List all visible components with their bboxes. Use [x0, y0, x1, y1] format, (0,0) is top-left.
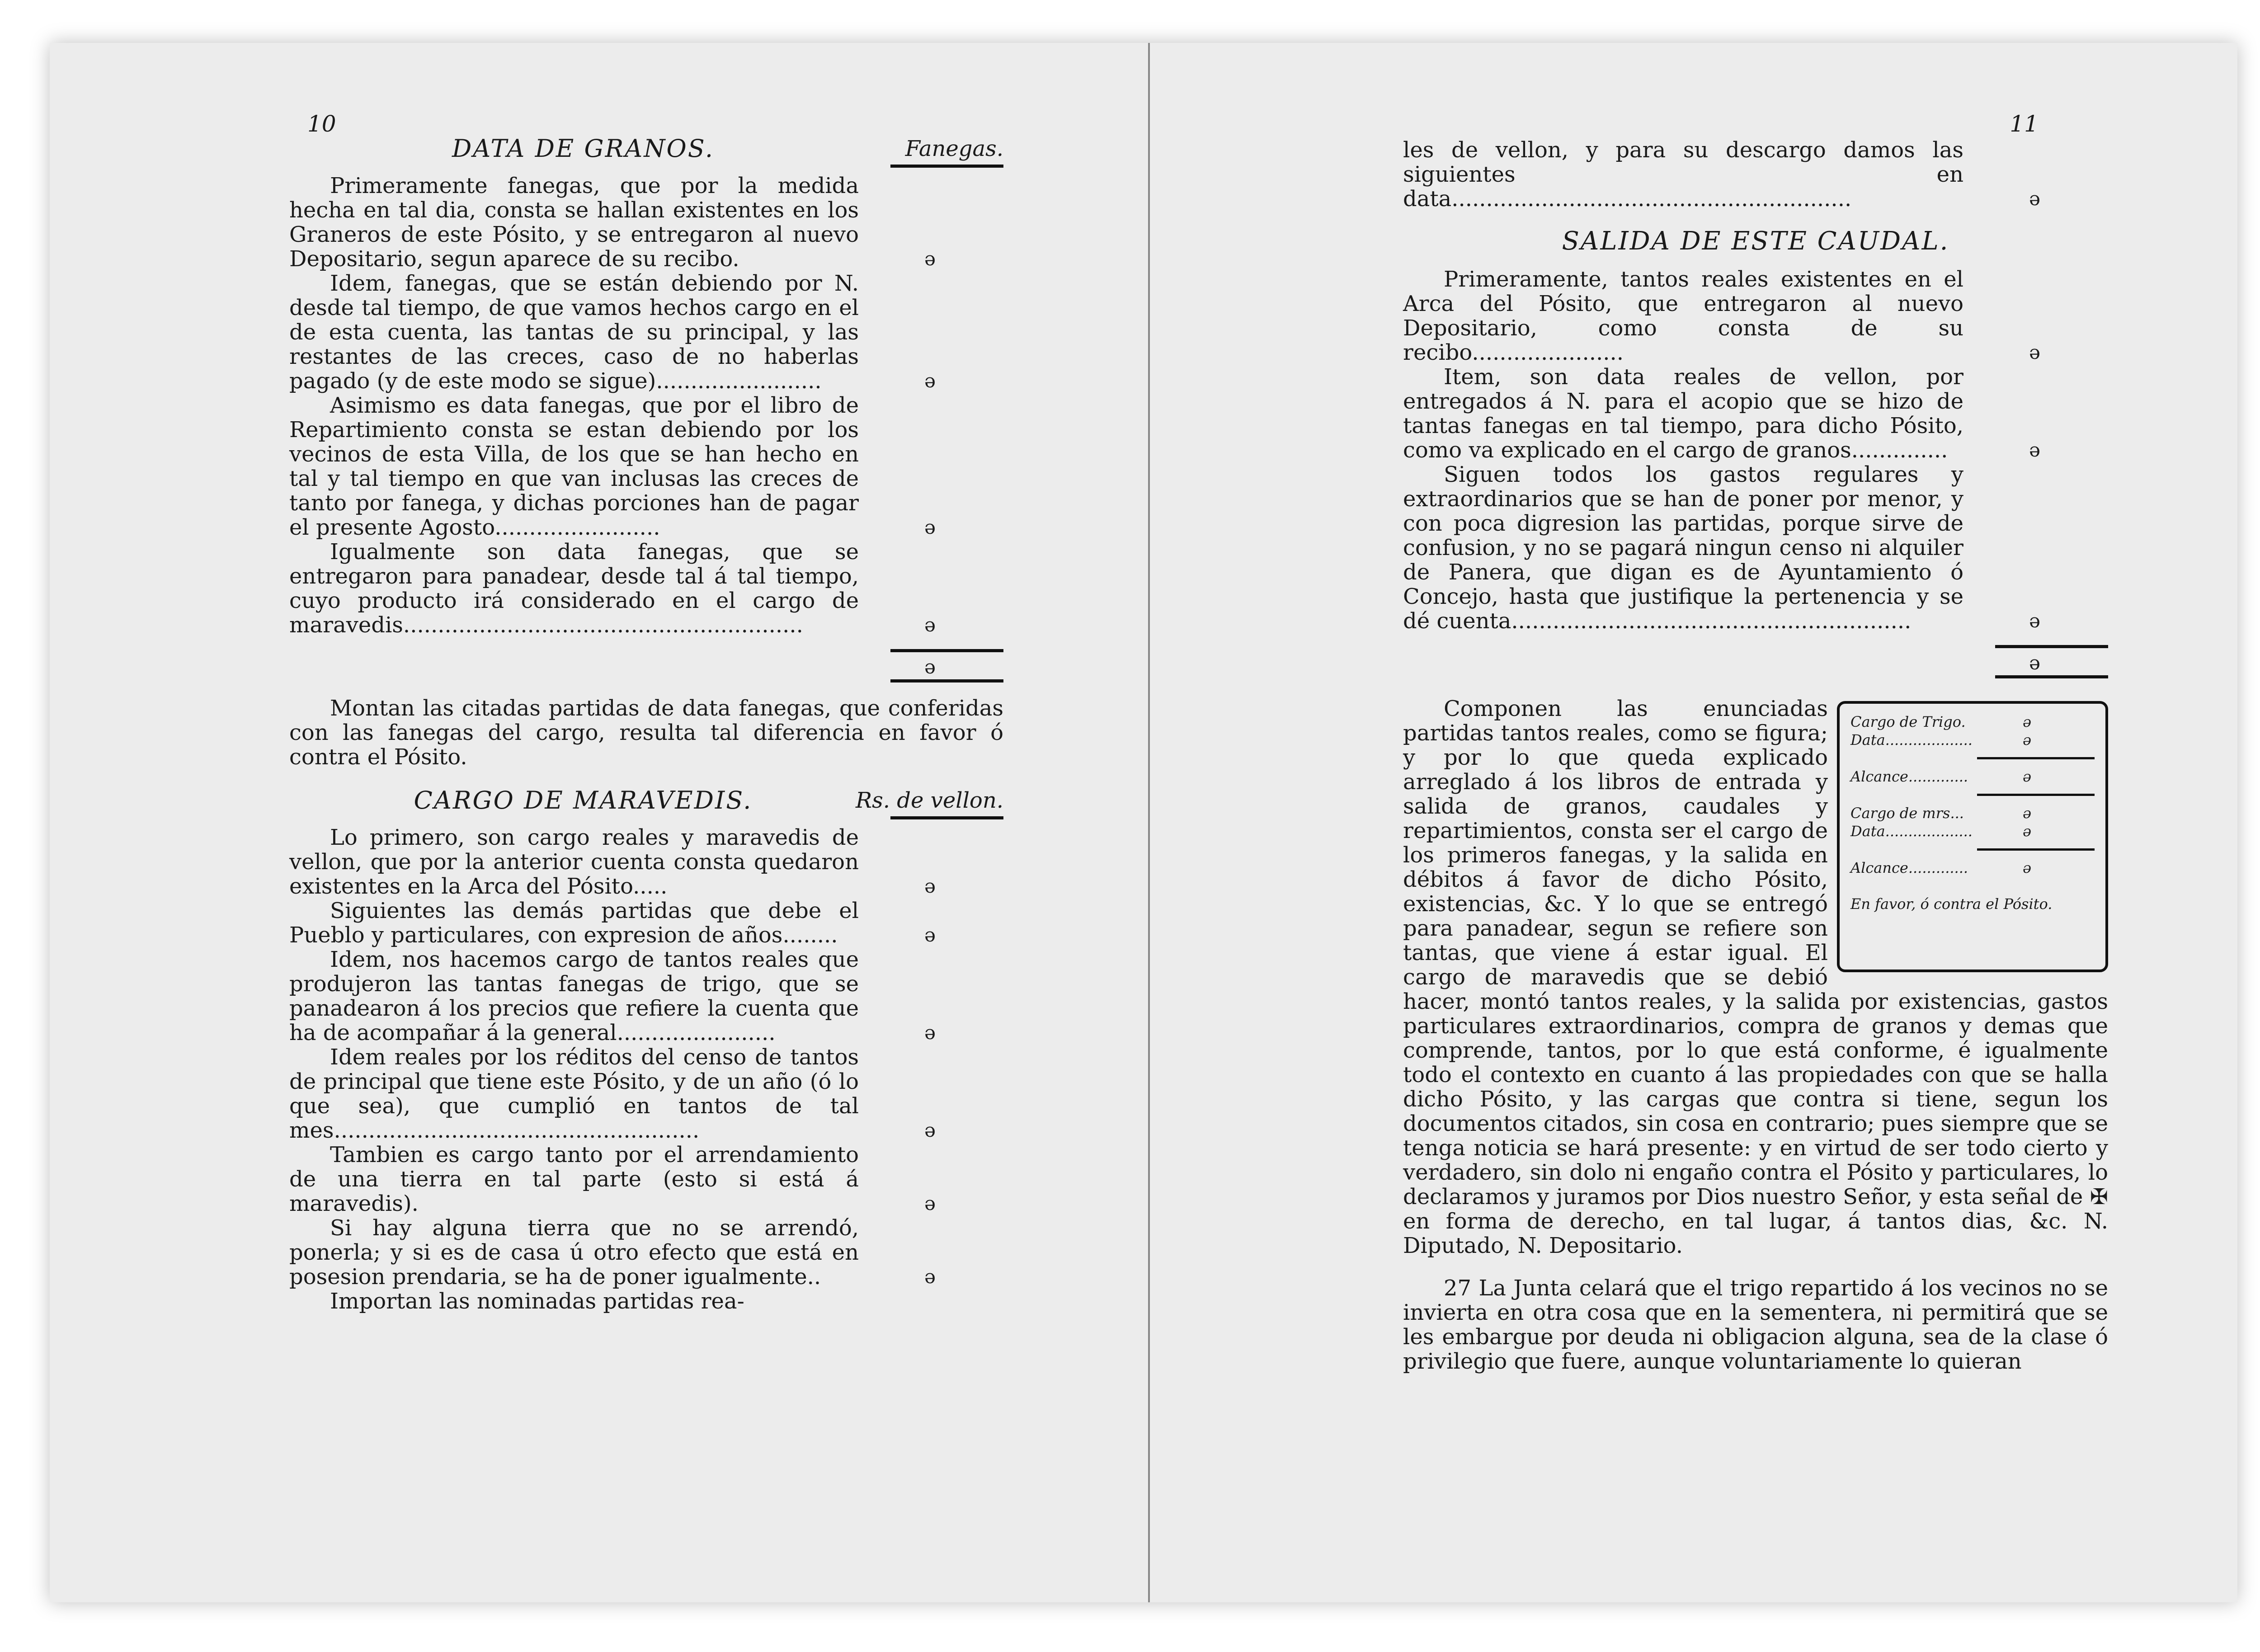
entry-text: Primeramente, tantos reales existentes en el Arca del Pósito, que entregaron al nuevo Depositario, como consta de su recibo...................... — [1403, 267, 1963, 365]
entry-text: Idem reales por los réditos del censo de tantos de principal que tiene este Pósito, y de un año (ó lo que sea), que cumplió en tantos de tal mes..................................................... — [289, 1045, 859, 1143]
header-rule — [890, 165, 1003, 168]
entry-text: les de vellon, y para su descargo damos las siguientes en data.......................................................... — [1403, 137, 1963, 212]
box-rule — [1977, 794, 2095, 796]
box-label: Cargo de Trigo. — [1850, 713, 1966, 730]
box-label: Data................... — [1850, 823, 1973, 840]
ledger-entry — [289, 393, 1003, 540]
box-label: Cargo de mrs... — [1850, 805, 1964, 822]
entry-text: Importan las nominadas partidas rea- — [330, 1289, 744, 1314]
total-marker: ə — [924, 656, 936, 678]
ledger-entry — [289, 271, 1003, 393]
summary-with-box — [1403, 697, 2108, 1271]
sum-line — [289, 652, 1003, 679]
box-favor: En favor, ó contra el Pósito. — [1850, 895, 2053, 913]
sum-rule — [890, 649, 1003, 652]
ledger-entry — [289, 825, 1003, 899]
box-rule — [1977, 757, 2095, 759]
amount-marker: ə — [924, 1021, 936, 1044]
amount-marker: ə — [924, 614, 936, 636]
ledger-entry — [1403, 462, 2108, 633]
section-title: DATA DE GRANOS. — [452, 134, 714, 163]
box-rule — [1977, 848, 2095, 851]
box-marker: ə — [2023, 731, 2031, 748]
box-row — [1850, 859, 2095, 877]
amount-marker: ə — [924, 1119, 936, 1141]
amount-marker: ə — [924, 1266, 936, 1288]
entry-text: Tambien es cargo tanto por el arrendamiento de una tierra en tal parte (esto si está á maravedis). — [289, 1142, 859, 1216]
ledger-entry — [289, 174, 1003, 271]
entry-text: Primeramente fanegas, que por la medida hecha en tal dia, consta se hallan existentes en los Graneros de este Pósito, y se entregaron al nuevo Depositario, segun aparece de su recibo. — [289, 173, 859, 272]
entry-text: Idem, fanegas, que se están debiendo por N. desde tal tiempo, de que vamos hechos cargo en el de esta cuenta, las tantas de su principal, y las restantes de las creces, caso de no haberlas pagado (y de este modo se sigue)........................ — [289, 271, 859, 394]
montan-paragraph: Montan las citadas partidas de data fanegas, que conferidas con las fanegas del cargo, resulta tal diferencia en favor ó contra el Pósito. — [289, 696, 1003, 770]
amount-marker: ə — [924, 1192, 936, 1214]
box-row — [1850, 767, 2095, 786]
box-marker: ə — [2023, 713, 2031, 730]
entry-text: Lo primero, son cargo reales y maravedis de vellon, que por la anterior cuenta consta quedaron existentes en la Arca del Pósito..... — [289, 825, 859, 899]
amount-marker: ə — [2029, 341, 2040, 363]
trailing-line — [289, 1289, 1003, 1313]
amount-marker: ə — [924, 248, 936, 270]
ledger-entry — [289, 1216, 1003, 1289]
ledger-entry — [289, 1143, 1003, 1216]
box-row — [1850, 822, 2095, 840]
amount-marker: ə — [2029, 188, 2040, 210]
sum-rule — [1995, 645, 2108, 648]
left-page — [50, 43, 1150, 1602]
page-number-right: 11 — [2010, 111, 2039, 137]
ledger-entry — [1403, 138, 2108, 211]
header-rule — [890, 816, 1003, 819]
amount-marker: ə — [2029, 610, 2040, 632]
section-header-data-granos — [289, 131, 1003, 167]
ledger-entry — [289, 947, 1003, 1045]
entry-text: Asimismo es data fanegas, que por el libro de Repartimiento consta se estan debiendo por los vecinos de esta Villa, de los que se han hecho en tal y tal tiempo en que van inclusas las creces de tanto por fanega, y dichas porciones han de pagar el presente Agosto........................ — [289, 393, 859, 540]
entry-text: Siguientes las demás partidas que debe el Pueblo y particulares, con expresion de años........ — [289, 898, 859, 948]
entry-text: Idem, nos hacemos cargo de tantos reales que produjeron las tantas fanegas de trigo, que se panadearon á los precios que refiere la cuenta que ha de acompañar á la general....................... — [289, 947, 859, 1045]
box-marker: ə — [2023, 823, 2031, 840]
ledger-entry — [289, 1045, 1003, 1143]
entry-text: Item, son data reales de vellon, por entregados á N. para el acopio que se hizo de tantas fanegas en tal tiempo, para dicho Pósito, como va explicado en el cargo de granos.............. — [1403, 364, 1963, 463]
box-row — [1850, 804, 2095, 822]
ledger-entry — [289, 899, 1003, 947]
ledger-entry — [1403, 267, 2108, 365]
sum-rule — [1995, 675, 2108, 678]
amount-marker: ə — [924, 516, 936, 538]
entry-text: Siguen todos los gastos regulares y extraordinarios que se han de poner por menor, y con poca digresion las partidas, porque sirve de confusion, y no se pagará ningun censo ni alquiler de Panera, que digan es de Ayuntamiento ó Concejo, hasta que justifique la pertenencia y se dé cuenta.......................................................... — [1403, 462, 1963, 634]
total-marker: ə — [2029, 652, 2040, 674]
sum-rule — [890, 679, 1003, 682]
box-marker: ə — [2023, 805, 2031, 822]
section-title: CARGO DE MARAVEDIS. — [414, 786, 753, 814]
box-marker: ə — [2023, 768, 2031, 785]
ledger-entry — [1403, 365, 2108, 462]
entry-text: Igualmente son data fanegas, que se entregaron para panadear, desde tal á tal tiempo, cuyo producto irá considerado en el cargo de maravedis.......................................................... — [289, 539, 859, 638]
box-label: Data................... — [1850, 731, 1973, 748]
amount-marker: ə — [924, 875, 936, 897]
section-title: SALIDA DE ESTE CAUDAL. — [1562, 226, 1949, 256]
left-column — [289, 131, 1003, 1313]
summary-box — [1837, 701, 2108, 972]
article-27: 27 La Junta celará que el trigo repartido á los vecinos no se invierta en otra cosa que en la sementera, ni permitirá que se les embargue por deuda ni obligacion alguna, sea de la clase ó privilegio que fuere, aunque voluntariamente lo quieran — [1403, 1275, 2108, 1374]
page-number-left: 10 — [307, 111, 336, 137]
amount-marker: ə — [924, 370, 936, 392]
box-label: Alcance............. — [1850, 768, 1968, 785]
box-row — [1850, 713, 2095, 731]
amount-marker: ə — [924, 924, 936, 946]
right-column — [1403, 138, 2108, 1387]
box-label: Alcance............. — [1850, 859, 1968, 876]
amount-marker: ə — [2029, 439, 2040, 461]
box-marker: ə — [2023, 859, 2031, 876]
book-spread — [50, 43, 2237, 1602]
unit-label: Rs. de vellon. — [856, 788, 1003, 813]
componen-paragraph: Componen las enunciadas partidas tantos reales, como se figura; y por lo que queda explicado arreglado á los libros de entrada y salida de granos, caudales y repartimientos, consta ser el cargo de los primeros fanegas, y la salida en débitos á favor de dicho Pósito, existencias, &c. Y lo que se entregó para panadear, segun se refiere son tantas, que viene á estar igual. El cargo de maravedis que se debió hacer, montó tantos reales, y la salida por existencias, gastos particulares extraordinarios, compra de granos y demas que comprende, tantos, por lo que está conforme, é igualmente todo el contexto en cuanto á las propiedades con que se halla dicho Pósito, y las cargas que contra si tiene, segun los documentos citados, sin cosa en contrario; pues siempre que se tenga noticia se hará presente: y en virtud de ser todo cierto y verdadero, sin dolo ni engaño contra el Pósito y particulares, lo declaramos y juramos por Dios nuestro Señor, y esta señal de ✠ en forma de derecho, en tal lugar, á tantos dias, &c. N. Diputado, N. Depositario. — [1403, 696, 2108, 1258]
sum-line — [1403, 648, 2108, 675]
entry-text: Si hay alguna tierra que no se arrendó, ponerla; y si es de casa ú otro efecto que está en posesion prendaria, se ha de poner igualmente.. — [289, 1215, 859, 1290]
right-page — [1150, 43, 2237, 1602]
ledger-entry — [289, 540, 1003, 637]
box-row — [1850, 731, 2095, 749]
section-header-cargo-maravedis — [289, 783, 1003, 819]
unit-label: Fanegas. — [905, 136, 1003, 161]
